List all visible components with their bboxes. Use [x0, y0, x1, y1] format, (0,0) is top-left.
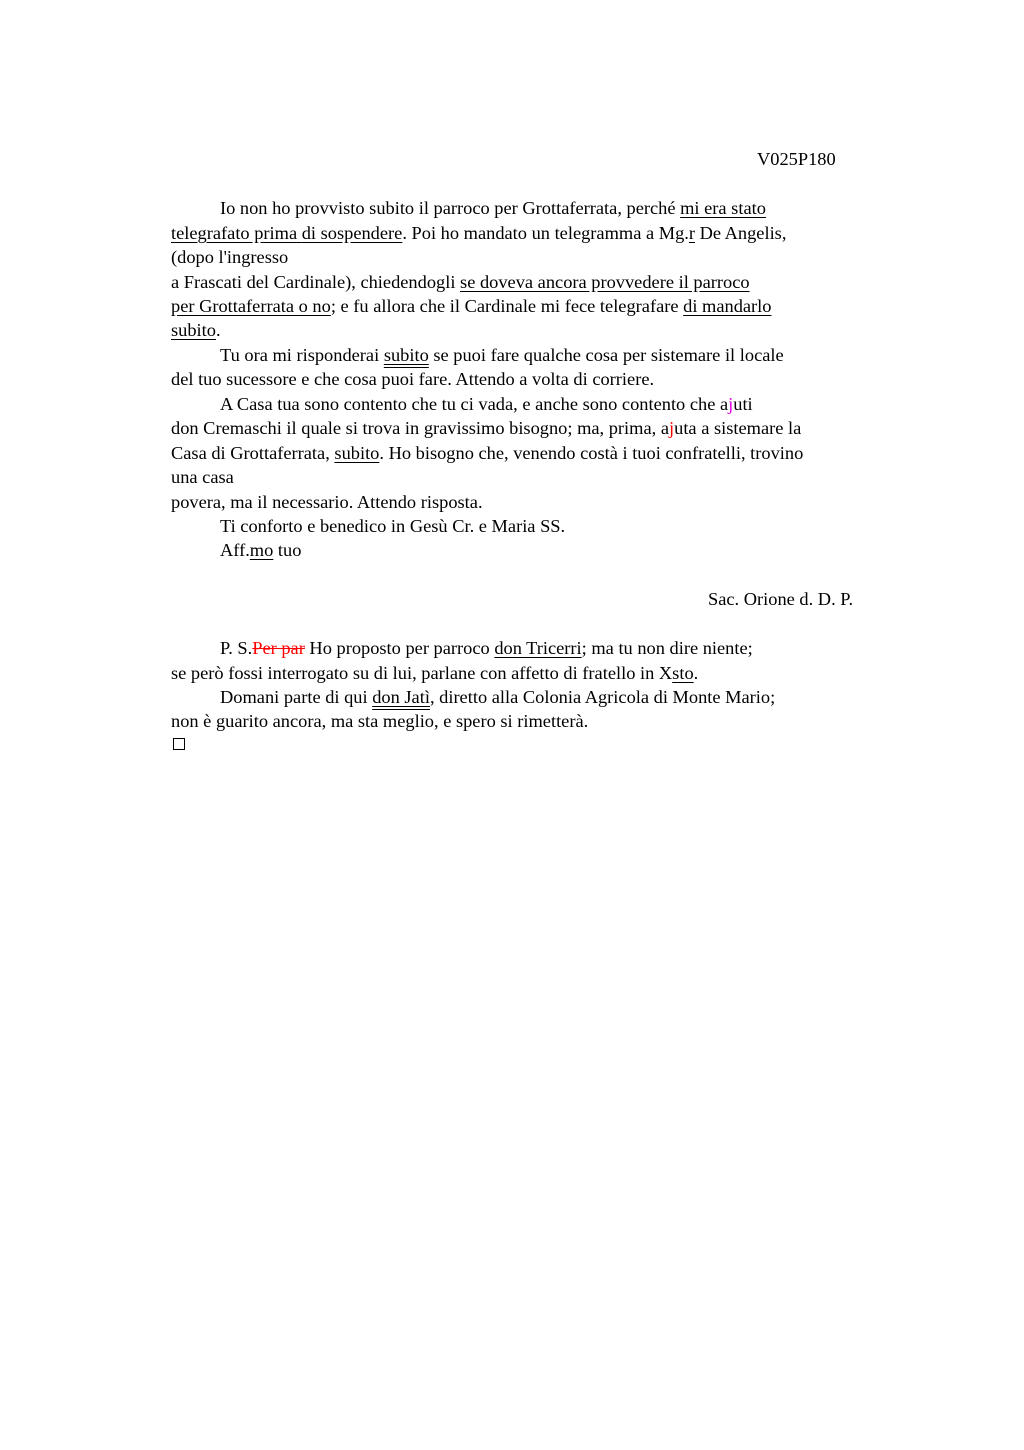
- paragraph-3-line-5: povera, ma il necessario. Attendo risposta.: [171, 492, 483, 512]
- paragraph-1-line-1: Io non ho provvisto subito il parroco per Grottaferrata, perché mi era stato: [220, 198, 766, 218]
- paragraph-3-line-1: A Casa tua sono contento che tu ci vada, e anche sono contento che ajuti: [220, 394, 753, 414]
- postscript-line-4: non è guarito ancora, ma sta meglio, e spero si rimetterà.: [171, 711, 589, 731]
- paragraph-1-line-3: (dopo l'ingresso: [171, 247, 289, 267]
- paragraph-1-line-5: per Grottaferrata o no; e fu allora che il Cardinale mi fece telegrafare di mandarlo: [171, 296, 772, 316]
- square-icon: [173, 738, 185, 750]
- paragraph-3-line-3: Casa di Grottaferrata, subito. Ho bisogno che, venendo costà i tuoi confratelli, trovino: [171, 443, 804, 463]
- paragraph-1-line-6: subito.: [171, 320, 221, 340]
- affectionate-line: Aff.mo tuo: [220, 540, 302, 560]
- paragraph-2-line-1: Tu ora mi risponderai subito se puoi fare qualche cosa per sistemare il locale: [220, 345, 784, 365]
- paragraph-3-line-4: una casa: [171, 467, 234, 487]
- paragraph-1-line-4: a Frascati del Cardinale), chiedendogli se doveva ancora provvedere il parroco: [171, 272, 750, 292]
- paragraph-1-line-2: telegrafato prima di sospendere. Poi ho mandato un telegramma a Mg.r De Angelis,: [171, 223, 787, 243]
- paragraph-2-line-2: del tuo sucessore e che cosa puoi fare. Attendo a volta di corriere.: [171, 369, 655, 389]
- postscript-line-1: P. S.Per par Ho proposto per parroco don Tricerri; ma tu non dire niente;: [220, 638, 753, 658]
- struck-text: Per par: [252, 638, 305, 658]
- signature: Sac. Orione d. D. P.: [708, 589, 854, 609]
- postscript-line-3: Domani parte di qui don Jatì, diretto alla Colonia Agricola di Monte Mario;: [220, 687, 776, 707]
- blessing-line: Ti conforto e benedico in Gesù Cr. e Maria SS.: [220, 516, 566, 536]
- paragraph-3-line-2: don Cremaschi il quale si trova in gravissimo bisogno; ma, prima, ajuta a sistemare la: [171, 418, 802, 438]
- document-code: V025P180: [757, 149, 836, 169]
- postscript-line-2: se però fossi interrogato su di lui, parlane con affetto di fratello in Xsto.: [171, 663, 699, 683]
